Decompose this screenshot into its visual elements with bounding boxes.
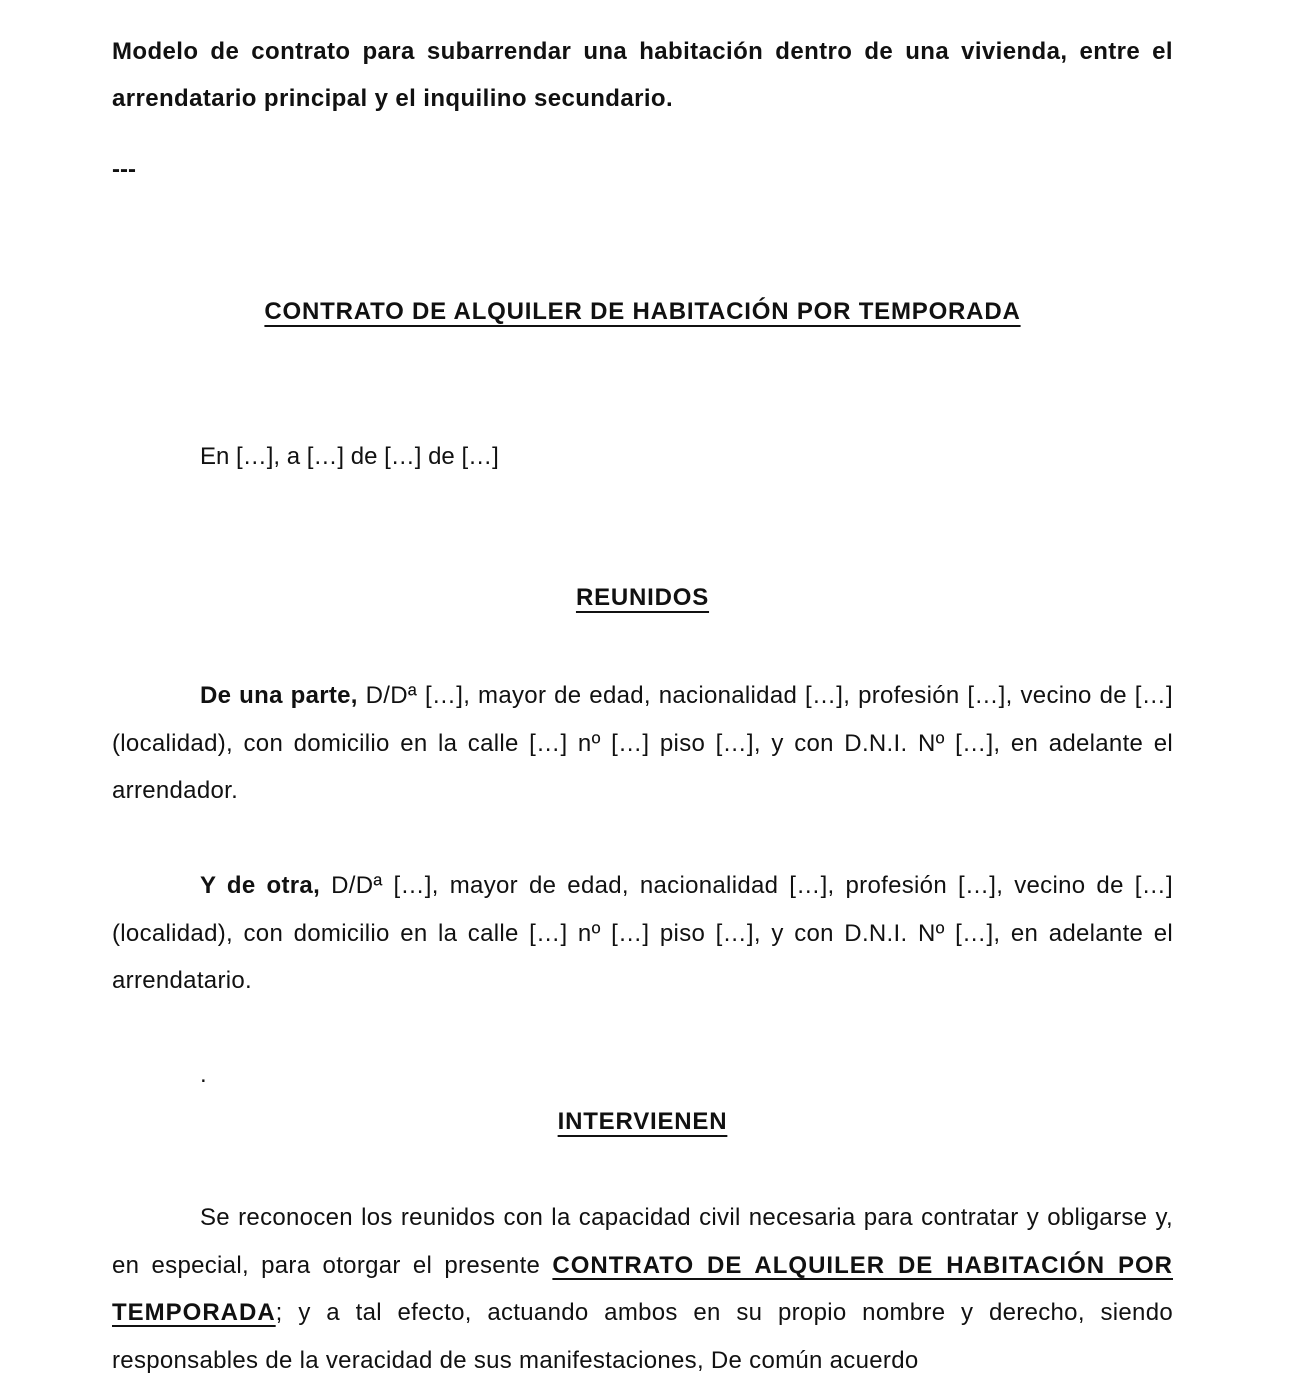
party-one-text: D/Dª […], mayor de edad, nacionalidad […], profesión […], vecino de […] (localidad), con domicilio en la calle […] nº […] piso […], y con D.N.I. Nº […], en adelante el arrendador.: [112, 682, 1173, 804]
section-reunidos-text: REUNIDOS: [575, 584, 710, 611]
section-reunidos-heading: [112, 582, 1173, 614]
party-one-paragraph: [112, 672, 1173, 815]
section-intervienen-text: INTERVIENEN: [557, 1108, 728, 1135]
separator: ---: [112, 156, 136, 183]
section-intervienen-heading: [112, 1106, 1173, 1138]
dateline: En […], a […] de […] de […]: [200, 443, 499, 470]
intervienen-contract-emphasis: CONTRATO DE ALQUILER DE HABITACIÓN POR TEMPORADA: [112, 1251, 1173, 1326]
intervienen-text-after: ; y a tal efecto, actuando ambos en su propio nombre y derecho, siendo responsables de la veracidad de sus manifestaciones, De común acuerdo: [112, 1299, 1173, 1374]
party-two-lead: Y de otra,: [200, 872, 321, 899]
stray-dot: .: [200, 1061, 207, 1088]
intervienen-paragraph: [112, 1194, 1173, 1384]
intervienen-text-before: Se reconocen los reunidos con la capacidad civil necesaria para contratar y obligarse y, en especial, para otorgar el presente: [112, 1204, 1173, 1279]
document-page: [112, 0, 1173, 1398]
document-intro: Modelo de contrato para subarrendar una habitación dentro de una vivienda, entre el arrendatario principal y el inquilino secundario.: [112, 38, 1173, 112]
contract-title-text: CONTRATO DE ALQUILER DE HABITACIÓN POR TEMPORADA: [264, 298, 1021, 325]
party-two-text: D/Dª […], mayor de edad, nacionalidad […], profesión […], vecino de […] (localidad), con domicilio en la calle […] nº […] piso […], y con D.N.I. Nº […], en adelante el arrendatario.: [112, 872, 1173, 994]
party-two-paragraph: [112, 862, 1173, 1005]
party-one-lead: De una parte,: [200, 682, 358, 709]
contract-title: [112, 296, 1173, 328]
